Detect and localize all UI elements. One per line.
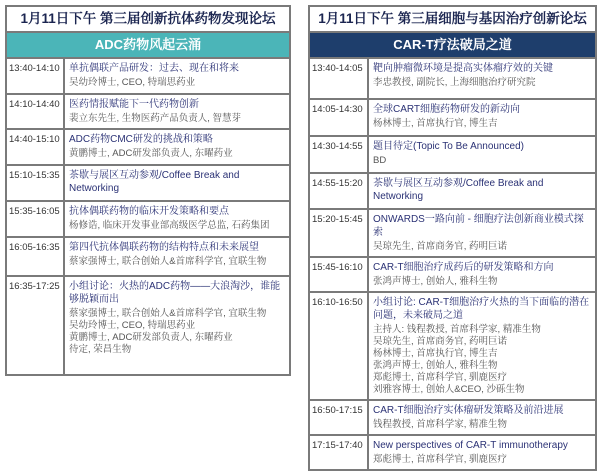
table-row bbox=[310, 400, 595, 435]
speaker: 待定, 荣昌生物 bbox=[69, 344, 132, 355]
session-topic: ONWARDS一路向前 - 细胞疗法创新商业模式探索 bbox=[373, 214, 584, 238]
session-details bbox=[368, 99, 595, 136]
table-row bbox=[310, 173, 595, 209]
speaker: 黄鹏博士, ADC研发部负责人, 东曜药业 bbox=[69, 148, 233, 159]
session-time: 15:35-16:05 bbox=[7, 201, 64, 237]
speaker: BD bbox=[373, 155, 387, 166]
session-details bbox=[368, 257, 595, 292]
session-topic: 第四代抗体偶联药物的结构特点和未来展望 bbox=[69, 242, 259, 253]
session-time: 14:55-15:20 bbox=[310, 173, 368, 209]
session-details bbox=[64, 165, 289, 201]
session-time: 16:05-16:35 bbox=[7, 237, 64, 276]
table-row bbox=[7, 94, 289, 129]
table-row bbox=[310, 209, 595, 257]
session-time: 15:45-16:10 bbox=[310, 257, 368, 292]
session-details bbox=[64, 276, 289, 374]
table-row bbox=[310, 99, 595, 136]
speaker: 杨林博士, 首席执行官, 博生吉 bbox=[373, 348, 498, 359]
speaker: 吴琼先生, 首席商务官, 药明巨诺 bbox=[373, 336, 508, 347]
table-row bbox=[310, 257, 595, 292]
session-time: 15:10-15:35 bbox=[7, 165, 64, 201]
session-topic: 靶向肿瘤微环境是提高实体瘤疗效的关键 bbox=[373, 63, 553, 74]
session-details bbox=[64, 237, 289, 276]
speaker: 郑彪博士, 首席科学官, 驯鹿医疗 bbox=[373, 372, 508, 383]
speaker: 黄鹏博士, ADC研发部负责人, 东曜药业 bbox=[69, 332, 233, 343]
forum-title: 1月11日下午 第三届创新抗体药物发现论坛 bbox=[7, 7, 289, 33]
session-header: CAR-T疗法破局之道 bbox=[310, 33, 595, 57]
antibody-forum-schedule bbox=[5, 5, 291, 376]
session-topic: ADC药物CMC研发的挑战和策略 bbox=[69, 134, 213, 145]
session-details bbox=[368, 435, 595, 469]
session-time: 13:40-14:05 bbox=[310, 58, 368, 99]
session-topic: 茶歇与展区互动参观/Coffee Break and Networking bbox=[373, 178, 544, 202]
session-details bbox=[64, 94, 289, 129]
speaker: 刘雅容博士, 创始人&CEO, 沙砾生物 bbox=[373, 384, 525, 395]
session-topic: 茶歇与展区互动参观/Coffee Break and Networking bbox=[69, 170, 240, 194]
speaker: 李忠教授, 副院长, 上海细胞治疗研究院 bbox=[373, 77, 536, 88]
schedule-table bbox=[7, 57, 289, 374]
speaker: 钱程教授, 首席科学家, 精准生物 bbox=[373, 419, 508, 430]
speaker: 蔡家强博士, 联合创始人&首席科学官, 宜联生物 bbox=[69, 256, 267, 267]
session-topic: 医药情报赋能下一代药物创新 bbox=[69, 99, 199, 110]
speaker: 吴幼玲博士, CEO, 特瑞思药业 bbox=[69, 77, 196, 88]
session-details bbox=[368, 292, 595, 400]
table-row bbox=[7, 276, 289, 374]
session-time: 14:30-14:55 bbox=[310, 136, 368, 173]
session-details bbox=[64, 201, 289, 237]
speaker: 主持人: 钱程教授, 首席科学家, 精准生物 bbox=[373, 324, 541, 335]
session-topic: 小组讨论: CAR-T细胞治疗火热的当下面临的潜在问题，未来破局之道 bbox=[373, 297, 590, 321]
speaker: 郑彪博士, 首席科学官, 驯鹿医疗 bbox=[373, 454, 508, 465]
session-topic: 全球CART细胞药物研发的新动向 bbox=[373, 104, 521, 115]
session-topic: CAR-T细胞治疗成药后的研发策略和方向 bbox=[373, 262, 554, 273]
schedule-table bbox=[310, 57, 595, 469]
speaker: 杨林博士, 首席执行官, 博生吉 bbox=[373, 118, 498, 129]
table-row bbox=[310, 136, 595, 173]
table-row bbox=[7, 201, 289, 237]
session-time: 13:40-14:10 bbox=[7, 58, 64, 94]
session-topic: 单抗偶联产品研发：过去、现在和将来 bbox=[69, 63, 239, 74]
speaker: 蔡家强博士, 联合创始人&首席科学官, 宜联生物 bbox=[69, 308, 267, 319]
speaker: 吴琼先生, 首席商务官, 药明巨诺 bbox=[373, 241, 508, 252]
session-topic: 小组讨论：火热的ADC药物——大浪淘沙，谁能够脱颖而出 bbox=[69, 281, 281, 305]
session-details bbox=[368, 400, 595, 435]
session-details bbox=[368, 58, 595, 99]
session-time: 16:50-17:15 bbox=[310, 400, 368, 435]
session-details bbox=[368, 209, 595, 257]
speaker: 张鸿声博士, 创始人, 雅科生物 bbox=[373, 276, 498, 287]
table-row bbox=[7, 165, 289, 201]
session-details bbox=[64, 58, 289, 94]
speaker: 裴立东先生, 生物医药产品负责人, 智慧芽 bbox=[69, 113, 242, 124]
cell-gene-forum-schedule bbox=[308, 5, 597, 471]
session-time: 15:20-15:45 bbox=[310, 209, 368, 257]
session-time: 16:10-16:50 bbox=[310, 292, 368, 400]
session-time: 16:35-17:25 bbox=[7, 276, 64, 374]
table-row bbox=[310, 292, 595, 400]
session-details bbox=[368, 136, 595, 173]
session-header: ADC药物风起云涌 bbox=[7, 33, 289, 57]
session-time: 14:40-15:10 bbox=[7, 129, 64, 165]
session-topic: CAR-T细胞治疗实体瘤研发策略及前沿进展 bbox=[373, 405, 564, 416]
session-time: 14:05-14:30 bbox=[310, 99, 368, 136]
table-row bbox=[310, 58, 595, 99]
table-row bbox=[310, 435, 595, 469]
table-row bbox=[7, 129, 289, 165]
session-time: 17:15-17:40 bbox=[310, 435, 368, 469]
session-topic: New perspectives of CAR-T immunotherapy bbox=[373, 440, 568, 451]
table-row bbox=[7, 237, 289, 276]
session-details bbox=[368, 173, 595, 209]
speaker: 吴幼玲博士, CEO, 特瑞思药业 bbox=[69, 320, 196, 331]
session-topic: 抗体偶联药物的临床开发策略和要点 bbox=[69, 206, 229, 217]
forum-title: 1月11日下午 第三届细胞与基因治疗创新论坛 bbox=[310, 7, 595, 33]
table-row bbox=[7, 58, 289, 94]
session-time: 14:10-14:40 bbox=[7, 94, 64, 129]
speaker: 杨修诰, 临床开发事业部高级医学总监, 石药集团 bbox=[69, 220, 270, 231]
speaker: 张鸿声博士, 创始人, 雅科生物 bbox=[373, 360, 498, 371]
session-topic: 题目待定(Topic To Be Announced) bbox=[373, 141, 525, 152]
session-details bbox=[64, 129, 289, 165]
